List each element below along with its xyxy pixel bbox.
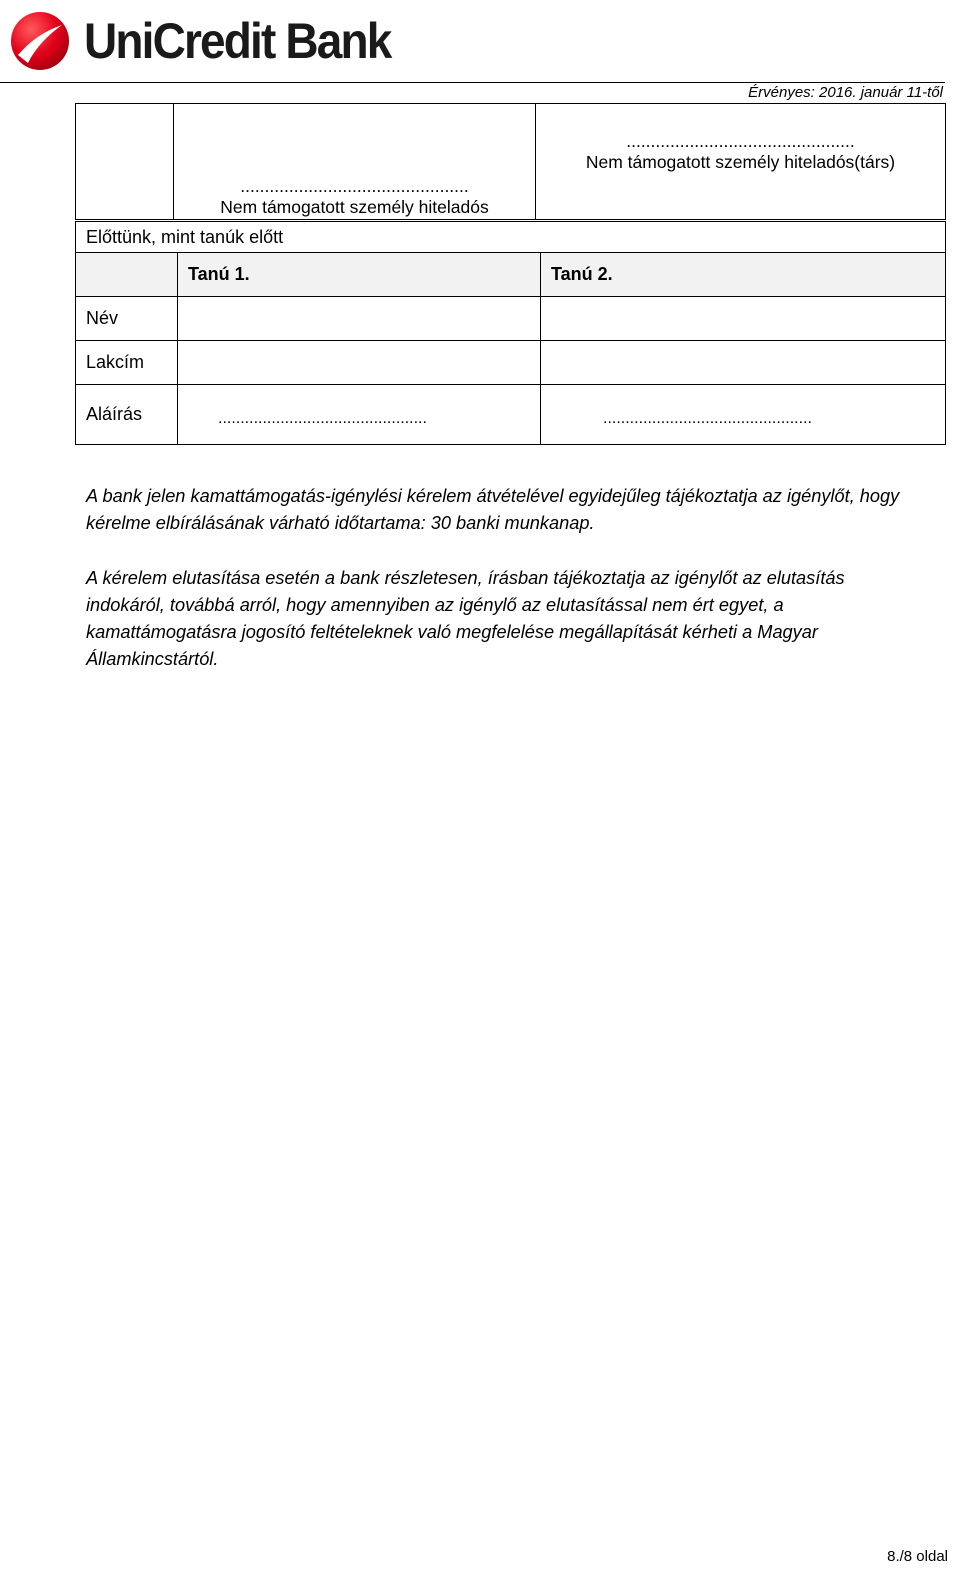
witness2-header: Tanú 2.	[541, 253, 946, 297]
empty-cell	[76, 104, 174, 220]
borrower-signature-table	[75, 103, 946, 220]
witness1-address-field[interactable]	[178, 341, 541, 385]
coborrower-signature-cell	[536, 104, 946, 220]
rejection-paragraph: A kérelem elutasítása esetén a bank részletesen, írásban tájékoztatja az igénylőt az elutasítás indokáról, továbbá arról, hogy amennyiben az igénylő az elutasítással nem ért egyet, a kamattámogatásra jogosító feltételeknek való megfelelése megállapítását kérheti a Magyar Államkincstártól.	[86, 568, 845, 669]
name-label: Név	[76, 297, 178, 341]
address-label: Lakcím	[76, 341, 178, 385]
signature-label: Aláírás	[76, 385, 178, 445]
witness2-name-field[interactable]	[541, 297, 946, 341]
empty-header-cell	[76, 253, 178, 297]
signature-line: ...............................................	[626, 131, 855, 151]
witness1-signature-field[interactable]: ...............................................	[178, 385, 541, 445]
witness2-address-field[interactable]	[541, 341, 946, 385]
witness-intro: Előttünk, mint tanúk előtt	[76, 222, 946, 253]
page-number: 8./8 oldal	[887, 1548, 948, 1565]
borrower-label: Nem támogatott személy hiteladós	[220, 197, 489, 217]
witness2-signature-field[interactable]: ...............................................	[541, 385, 946, 445]
witness-table	[75, 221, 946, 445]
coborrower-label: Nem támogatott személy hiteladós(társ)	[585, 152, 896, 172]
bank-logo	[10, 10, 417, 72]
unicredit-logo-icon	[10, 11, 70, 71]
signature-line: ...............................................	[240, 176, 469, 196]
header-divider	[0, 82, 945, 83]
borrower-signature-cell	[174, 104, 536, 220]
witness1-header: Tanú 1.	[178, 253, 541, 297]
processing-time-paragraph: A bank jelen kamattámogatás-igénylési kérelem átvételével egyidejűleg tájékoztatja az igénylőt, hogy kérelme elbírálásának várható időtartama: 30 banki munkanap.	[86, 486, 900, 533]
logo-text: UniCredit Bank	[84, 13, 391, 69]
validity-date: Érvényes: 2016. január 11-től	[748, 84, 943, 101]
witness1-name-field[interactable]	[178, 297, 541, 341]
